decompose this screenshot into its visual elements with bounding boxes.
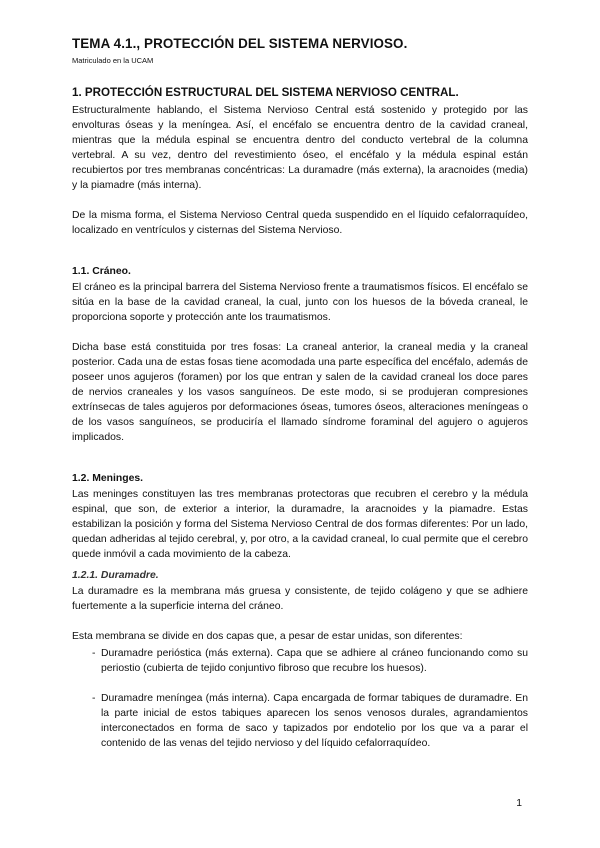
- paragraph-estructural: Estructuralmente hablando, el Sistema Nervioso Central está sostenido y protegido por las envolturas óseas y la meníngea. Así, el encéfalo se encuentra dentro de la cavidad craneal, mientras que la médula espinal se encuentra dentro del conducto vertebral de la columna vertebral. A su vez, dentro del revestimiento óseo, el encéfalo y la médula espinal están recubiertos por tres membranas concéntricas: La duramadre (más externa), la aracnoides (media) y la piamadre (más interna).: [72, 105, 528, 191]
- subsection-heading-meninges: 1.2. Meninges.: [72, 473, 144, 484]
- paragraph-duramadre-1: La duramadre es la membrana más gruesa y consistente, de tejido colágeno y que se adhiere fuertemente a la superficie interna del cráneo.: [72, 586, 528, 612]
- document-page: [72, 36, 528, 751]
- section-heading-proteccion: 1. PROTECCIÓN ESTRUCTURAL DEL SISTEMA NERVIOSO CENTRAL.: [72, 86, 459, 99]
- list-item-text: Duramadre perióstica (más externa). Capa que se adhiere al cráneo funcionando como su periostio (cubierta de tejido conjuntivo fibroso que recubre los huesos).: [101, 648, 528, 674]
- paragraph-craneo-1: El cráneo es la principal barrera del Sistema Nervioso frente a traumatismos físicos. El encéfalo se sitúa en la base de la cavidad craneal, la cual, junto con los huesos de la bóveda craneal, le proporciona soporte y protección ante los traumatismos.: [72, 282, 528, 323]
- page-number: 1: [516, 798, 522, 809]
- document-subtitle: Matriculado en la UCAM: [72, 56, 154, 65]
- subsection-heading-craneo: 1.1. Cráneo.: [72, 266, 131, 277]
- paragraph-meninges: Las meninges constituyen las tres membranas protectoras que recubren el cerebro y la médula espinal, que son, de exterior a interior, la duramadre, la aracnoides y la piamadre. Estas estabilizan la posición y forma del Sistema Nervioso Central de dos formas diferentes: Por un lado, quedan adheridas al tejido cerebral, y, por otro, a la cavidad craneal, lo cual permite que el cerebro quede inmóvil a cada movimiento de la cabeza.: [72, 489, 528, 560]
- duramadre-layer-list: [72, 646, 528, 751]
- paragraph-craneo-2: Dicha base está constituida por tres fosas: La craneal anterior, la craneal media y la craneal posterior. Cada una de estas fosas tiene acomodada una parte específica del encéfalo, además de poseer unos agujeros (foramen) por los que entran y salen de la cavidad craneal los doce pares de nervios craneales y los vasos sanguíneos. De este modo, si se produjeran compresiones extrínsecas de tales agujeros por deformaciones óseas, tumores óseos, alteraciones meníngeas o de los vasos sanguíneos, se produciría el llamado síndrome foraminal del agujero o agujeros implicados.: [72, 342, 528, 443]
- document-title: TEMA 4.1., PROTECCIÓN DEL SISTEMA NERVIOSO.: [72, 36, 408, 51]
- paragraph-liquido: De la misma forma, el Sistema Nervioso Central queda suspendido en el líquido cefalorraquídeo, localizado en ventrículos y cisternas del Sistema Nervioso.: [72, 210, 528, 236]
- list-item-text: Duramadre meníngea (más interna). Capa encargada de formar tabiques de duramadre. En la parte inicial de estos tabiques aparecen los senos venosos durales, agrandamientos interconectados en forma de saco y tapizados por endotelio por los que va a parar el contenido de las venas del tejido nervioso y del líquido cefalorraquídeo.: [101, 693, 528, 749]
- list-item: [72, 646, 528, 676]
- subsubsection-heading-duramadre: 1.2.1. Duramadre.: [72, 570, 159, 581]
- list-item: [72, 691, 528, 751]
- dash-bullet: -: [92, 648, 96, 659]
- paragraph-duramadre-2: Esta membrana se divide en dos capas que, a pesar de estar unidas, son diferentes:: [72, 631, 463, 642]
- dash-bullet: -: [92, 693, 96, 704]
